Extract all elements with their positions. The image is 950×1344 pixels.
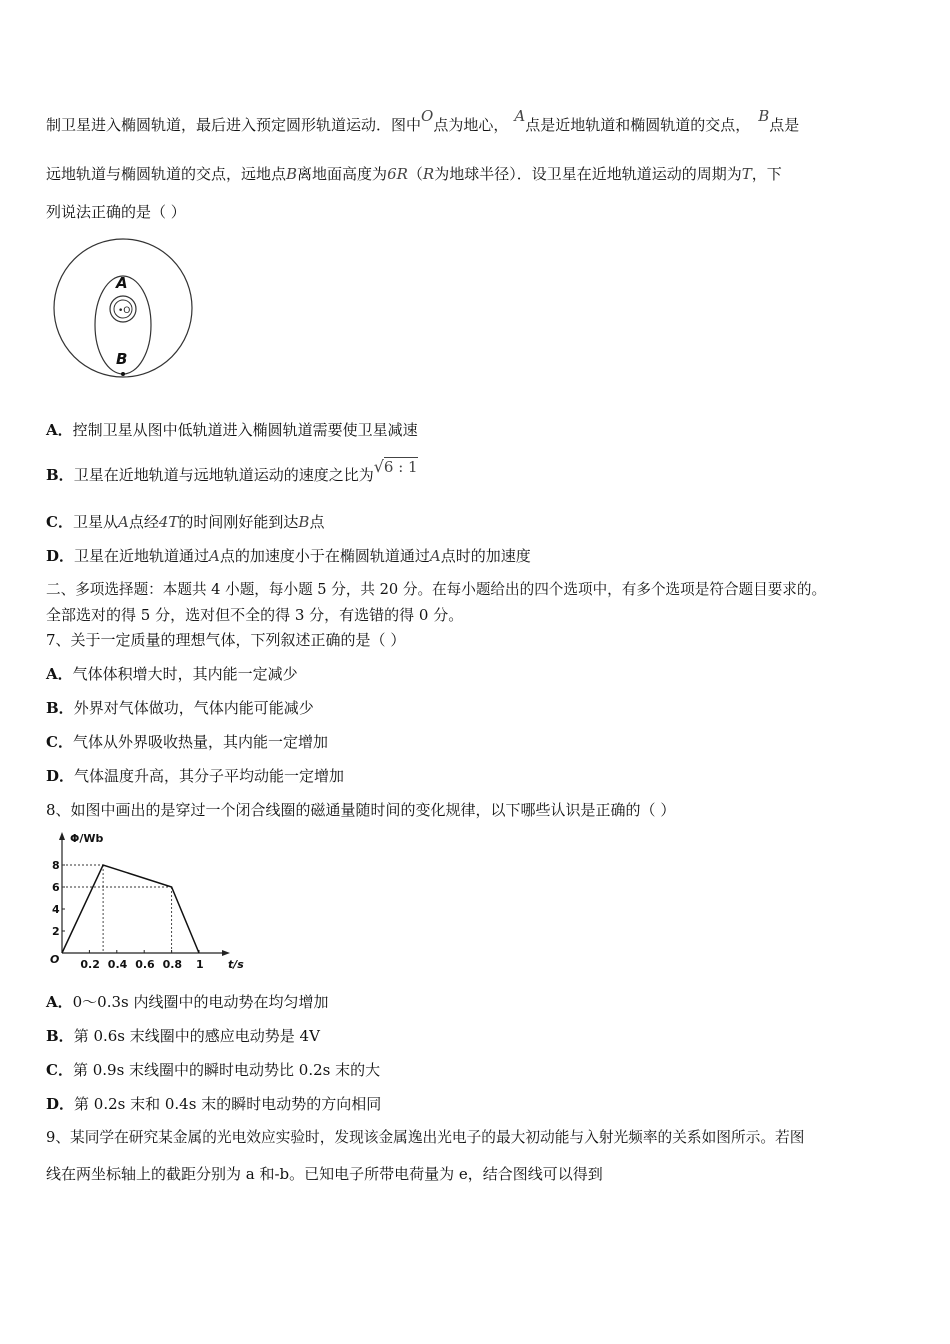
- x-axis-arrow: [222, 950, 230, 956]
- q9-line-2: 线在两坐标轴上的截距分别为 a 和-b。已知电子所带电荷量为 e，结合图线可以得到: [46, 1165, 603, 1183]
- section2-line-2: 全部选对的得 5 分，选对但不全的得 3 分，有选错的得 0 分。: [46, 606, 464, 624]
- q6-option-A[interactable]: A．控制卫星从图中低轨道进入椭圆轨道需要使卫星减速: [46, 421, 418, 439]
- y-axis-arrow: [59, 832, 65, 840]
- y-tick-label: 4: [52, 903, 60, 916]
- y-tick-label: 8: [52, 859, 60, 872]
- q8-option-D[interactable]: D．第 0.2s 末和 0.4s 末的瞬时电动势的方向相同: [46, 1095, 382, 1113]
- point-B-dot: [121, 372, 125, 376]
- origin-label: O: [50, 953, 60, 966]
- q8-stem: 8、如图中画出的是穿过一个闭合线圈的磁通量随时间的变化规律，以下哪些认识是正确的（ ）: [46, 801, 676, 819]
- q6-option-D[interactable]: D．卫星在近地轨道通过A点的加速度小于在椭圆轨道通过A点时的加速度: [46, 547, 531, 565]
- flux-chart: [46, 828, 244, 973]
- q6-option-B[interactable]: B．卫星在近地轨道与远地轨道运动的速度之比为√6 : 1: [46, 457, 418, 484]
- q7-stem: 7、关于一定质量的理想气体，下列叙述正确的是（ ）: [46, 631, 406, 649]
- y-tick-label: 2: [52, 925, 60, 938]
- q7-option-B[interactable]: B．外界对气体做功，气体内能可能减少: [46, 699, 314, 717]
- q6-line-1: 制卫星进入椭圆轨道，最后进入预定圆形轨道运动．图中O点为地心， A点是近地轨道和椭圆轨道的交点， B点是: [46, 107, 800, 134]
- q6-line-3: 列说法正确的是（ ）: [46, 203, 186, 221]
- math-O: O: [421, 107, 434, 125]
- math-B: B: [758, 107, 770, 125]
- y-axis-label: Φ/Wb: [70, 832, 104, 845]
- q6-line-2: 远地轨道与椭圆轨道的交点，远地点B离地面高度为6R（R为地球半径）．设卫星在近地轨道运动的周期为T，下: [46, 165, 782, 183]
- earth-center-label: •O: [118, 306, 131, 316]
- sqrt-sign-icon: √: [373, 457, 384, 476]
- q6-option-C[interactable]: C．卫星从A点经4T的时间刚好能到达B点: [46, 513, 325, 531]
- x-tick-label: 0.6: [135, 958, 155, 971]
- x-tick-label: 0.8: [162, 958, 183, 971]
- y-tick-label: 6: [52, 881, 60, 894]
- q8-option-B[interactable]: B．第 0.6s 末线圈中的感应电动势是 4V: [46, 1027, 320, 1045]
- q9-line-1: 9、某同学在研究某金属的光电效应实验时，发现该金属逸出光电子的最大初动能与入射光频率的关系如图所示。若图: [46, 1129, 805, 1146]
- section2-line-1: 二、多项选择题：本题共 4 小题，每小题 5 分，共 20 分。在每小题给出的四个选项中，有多个选项是符合题目要求的。: [46, 581, 827, 598]
- q7-option-C[interactable]: C．气体从外界吸收热量，其内能一定增加: [46, 733, 328, 751]
- velocity-ratio: 6 : 1: [383, 458, 418, 476]
- q7-option-A[interactable]: A．气体体积增大时，其内能一定减少: [46, 665, 298, 683]
- q8-option-C[interactable]: C．第 0.9s 末线圈中的瞬时电动势比 0.2s 末的大: [46, 1061, 381, 1079]
- point-A-label: A: [116, 274, 128, 292]
- x-tick-label: 0.2: [80, 958, 100, 971]
- x-tick-label: 0.4: [107, 958, 128, 971]
- flux-series-line: [62, 865, 199, 953]
- orbit-figure: [48, 245, 198, 380]
- q7-option-D[interactable]: D．气体温度升高，其分子平均动能一定增加: [46, 767, 345, 785]
- point-B-label: B: [116, 350, 128, 368]
- math-A: A: [514, 107, 526, 125]
- q8-option-A[interactable]: A．0～0.3s 内线圈中的电动势在均匀增加: [46, 993, 329, 1011]
- x-axis-label: t/s: [228, 958, 244, 971]
- x-tick-label: 1: [196, 958, 204, 971]
